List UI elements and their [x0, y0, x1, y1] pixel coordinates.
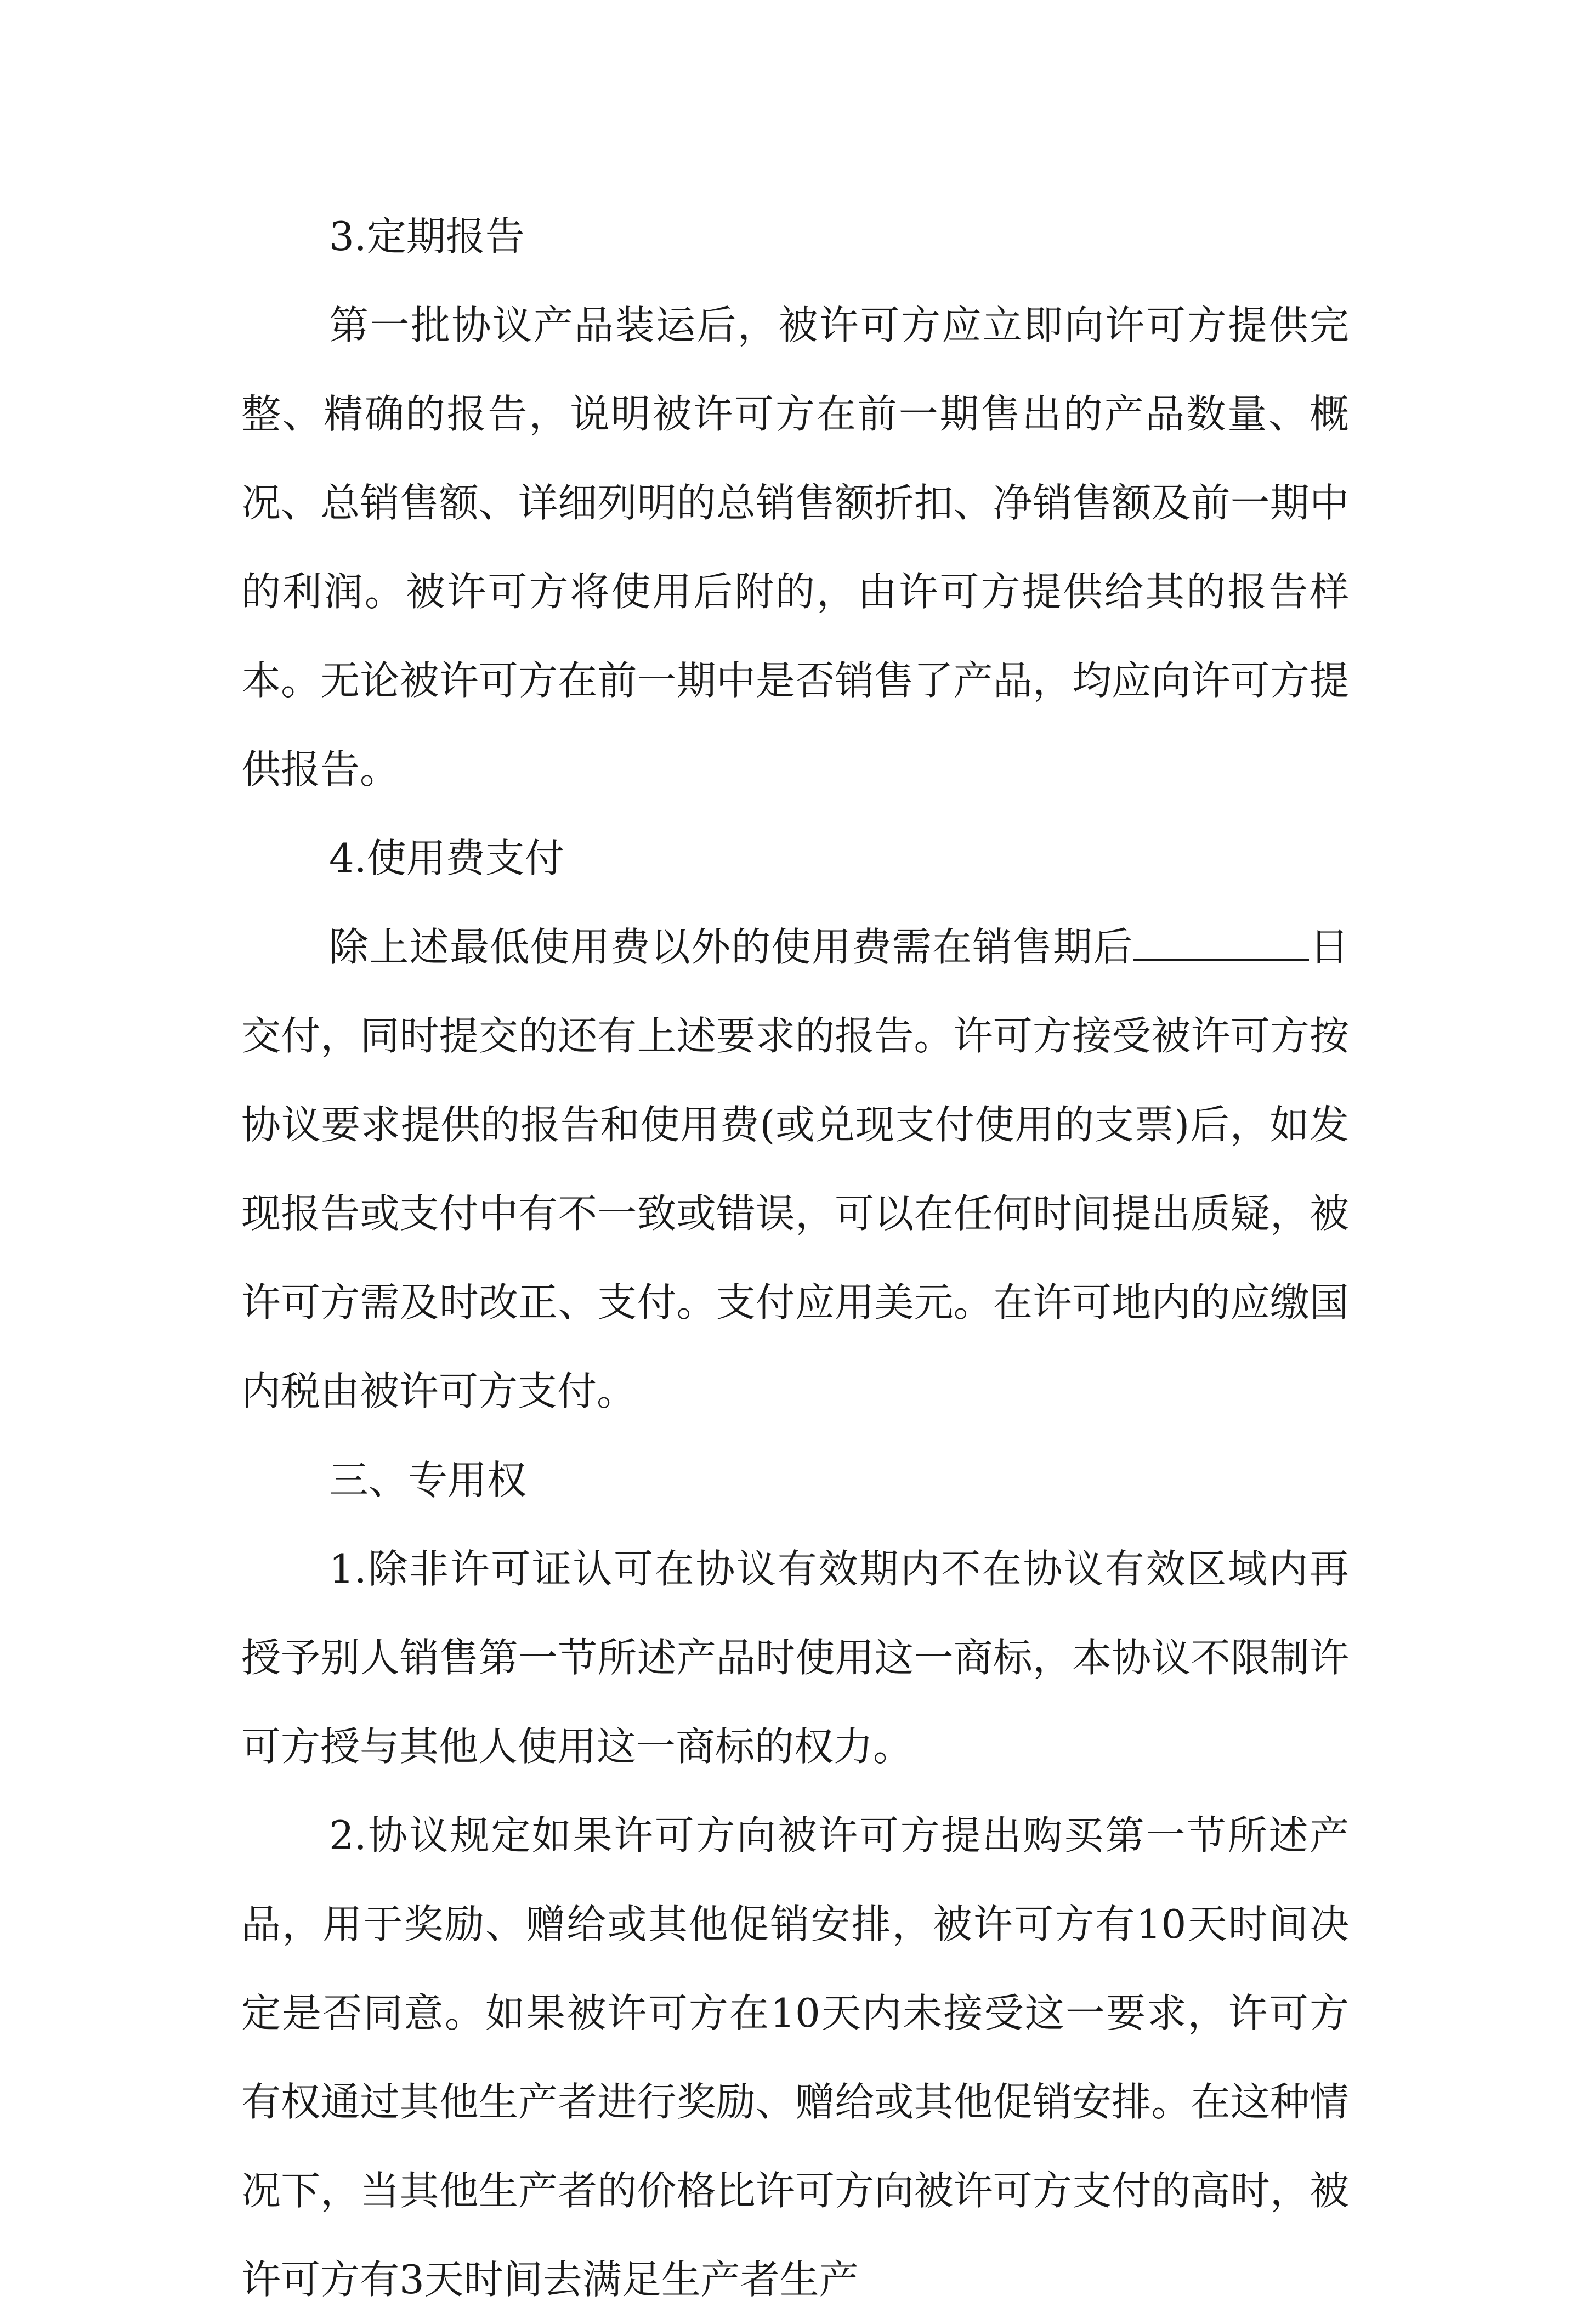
- section-4-body-part2: 日交付，同时提交的还有上述要求的报告。许可方接受被许可方按协议要求提供的报告和使用费(或兑现支付使用的支票)后，如发现报告或支付中有不一致或错误，可以在任何时间提出质疑，被许可方需及时改正、支付。支付应用美元。在许可地内的应缴国内税由被许可方支付。: [241, 924, 1349, 1414]
- section-4-body-part1: 除上述最低使用费以外的使用费需在销售期后: [329, 924, 1133, 970]
- clause-1: 1.除非许可证认可在协议有效期内不在协议有效区域内再授予别人销售第一节所述产品时使用这一商标，本协议不限制许可方授与其他人使用这一商标的权力。: [241, 1546, 1349, 1770]
- fill-in-blank-days: [1133, 957, 1309, 961]
- section-4-body: [241, 903, 1349, 1436]
- document-page: [241, 192, 1349, 2324]
- chapter-3-heading: 三、专用权: [329, 1457, 527, 1503]
- section-3-heading: 3.定期报告: [329, 213, 525, 259]
- clause-2: 2.协议规定如果许可方向被许可方提出购买第一节所述产品，用于奖励、赠给或其他促销安排，被许可方有10天时间决定是否同意。如果被许可方在10天内未接受这一要求，许可方有权通过其他生产者进行奖励、赠给或其他促销安排。在这种情况下，当其他生产者的价格比许可方向被许可方支付的高时，被许可方有3天时间去满足生产者生产: [241, 1812, 1349, 2303]
- section-4-heading: 4.使用费支付: [329, 835, 564, 881]
- section-3-body: 第一批协议产品装运后，被许可方应立即向许可方提供完整、精确的报告，说明被许可方在前一期售出的产品数量、概况、总销售额、详细列明的总销售额折扣、净销售额及前一期中的利润。被许可方将使用后附的，由许可方提供给其的报告样本。无论被许可方在前一期中是否销售了产品，均应向许可方提供报告。: [241, 302, 1349, 792]
